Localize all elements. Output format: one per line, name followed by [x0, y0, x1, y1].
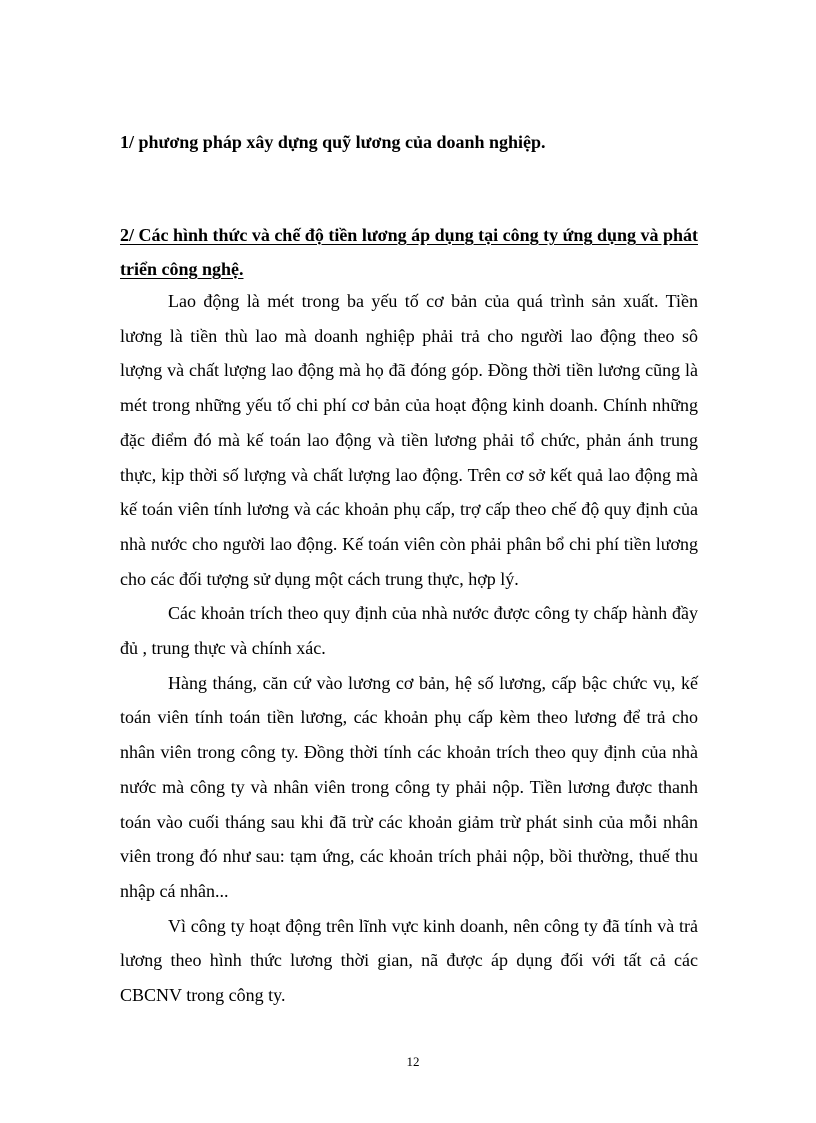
body-text: [120, 284, 698, 1013]
paragraph: Các khoản trích theo quy định của nhà nước được công ty chấp hành đầy đủ , trung thực và chính xác.: [120, 603, 698, 659]
paragraph: Hàng tháng, căn cứ vào lương cơ bản, hệ số lương, cấp bậc chức vụ, kế toán viên tính toán tiền lương, các khoản phụ cấp kèm theo lương để trả cho nhân viên trong công ty. Đồng thời tính các khoản trích theo quy định của nhà nước mà công ty và nhân viên trong công ty phải nộp. Tiền lương được thanh toán vào cuối tháng sau khi đã trừ các khoản giảm trừ phát sinh của mỗi nhân viên trong đó như sau: tạm ứng, các khoản trích phải nộp, bồi thường, thuế thu nhập cá nhân...: [120, 672, 698, 901]
section-heading-1: 1/ phương pháp xây dựng quỹ lương của doanh nghiệp.: [120, 132, 546, 152]
page-number: 12: [406, 1054, 420, 1069]
paragraph: Vì công ty hoạt động trên lĩnh vực kinh doanh, nên công ty đã tính và trả lương theo hình thức lương thời gian, nã được áp dụng đối với tất cả các CBCNV trong công ty.: [120, 915, 698, 1006]
section-heading-2: 2/ Các hình thức và chế độ tiền lương áp dụng tại công ty ứng dụng và phát triển công nghệ.: [120, 225, 698, 279]
paragraph: Lao động là mét trong ba yếu tố cơ bản của quá trình sản xuất. Tiền lương là tiền thù lao mà doanh nghiệp phải trả cho người lao động theo sô lượng và chất lượng lao động mà họ đã đóng góp. Đồng thời tiền lương cũng là mét trong những yếu tố chi phí cơ bản của hoạt động kinh doanh. Chính những đặc điểm đó mà kế toán lao động và tiền lương phải tổ chức, phản ánh trung thực, kịp thời số lượng và chất lượng lao động. Trên cơ sở kết quả lao động mà kế toán viên tính lương và các khoản phụ cấp, trợ cấp theo chế độ quy định của nhà nước cho người lao động. Kế toán viên còn phải phân bổ chi phí tiền lương cho các đối tượng sử dụng một cách trung thực, hợp lý.: [120, 291, 698, 589]
